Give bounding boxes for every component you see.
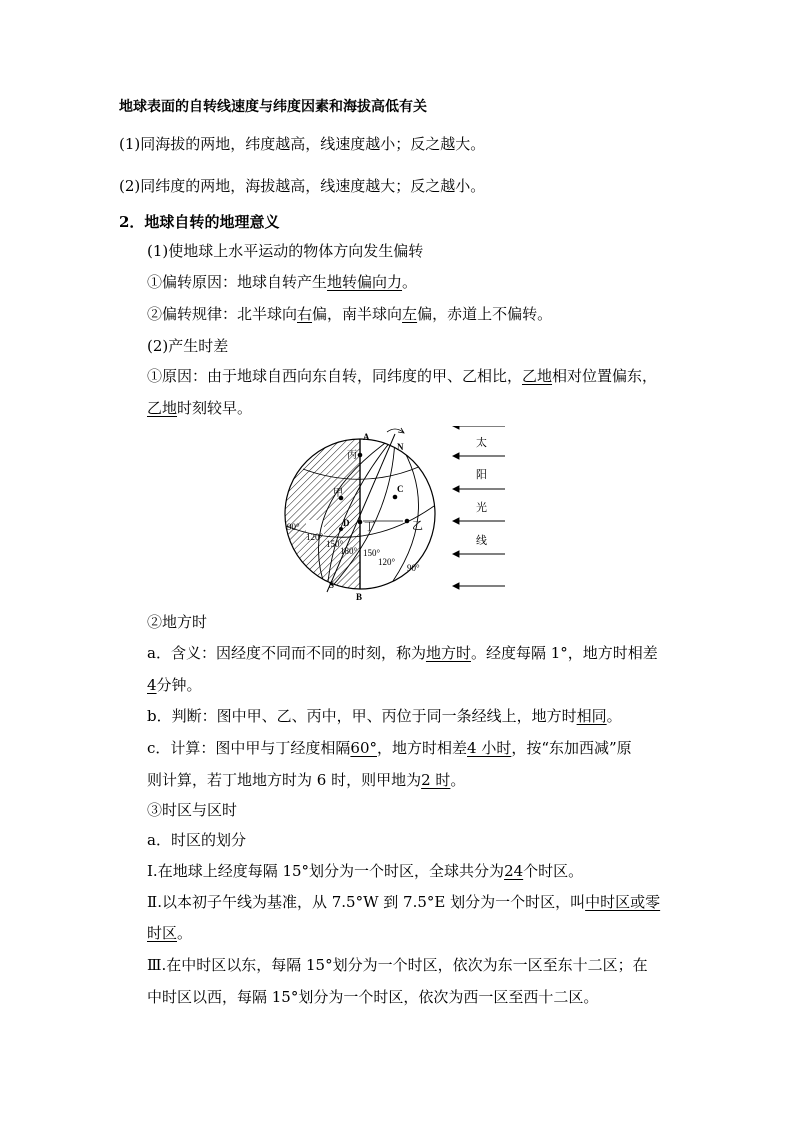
sunlight-char-3: 光 [476, 502, 487, 514]
label-bing: 丙 [347, 450, 357, 461]
local-time-judgement [147, 706, 622, 726]
tz-ii-answer-2: 时区 [147, 924, 178, 942]
tz-i-text-a: Ⅰ.在地球上经度每隔 15°划分为一个时区，全球共分为 [147, 862, 505, 880]
subsection-2-title: (2)产生时差 [147, 337, 229, 355]
timezone-division-title: a．时区的划分 [147, 831, 246, 849]
sunlight-char-2: 阳 [476, 469, 487, 481]
deflection-cause-text: ①偏转原因：地球自转产生 [147, 273, 328, 291]
earth-rotation-diagram [283, 426, 515, 602]
time-diff-reason-1 [147, 366, 657, 386]
section-heading: 地球表面的自转线速度与纬度因素和海拔高低有关 [119, 99, 427, 115]
timezone-rule-2a [147, 892, 660, 912]
calc-text-e: 。 [450, 771, 466, 789]
judge-answer: 相同 [576, 707, 607, 725]
reason-text-b: 相对位置偏东， [552, 367, 658, 385]
time-diff-reason-2 [147, 398, 252, 418]
tz-ii-text-b: 。 [177, 924, 193, 942]
calc-answer-1: 60° [350, 739, 377, 757]
calc-text-b: ，地方时相差 [377, 739, 468, 757]
tz-ii-answer-1: 中时区或零 [585, 893, 661, 911]
deg-left-120: 120° [306, 532, 324, 542]
deflection-rule-text-a: ②偏转规律：北半球向 [147, 305, 298, 323]
reason-answer-2: 乙地 [147, 399, 178, 417]
calc-answer-3: 2 时 [421, 771, 451, 789]
local-time-definition-2 [147, 675, 202, 695]
deflection-rule-answer-south: 左 [402, 305, 418, 323]
label-D: D [343, 518, 350, 528]
label-S: S [329, 580, 335, 590]
reason-text-c: 时刻较早。 [177, 399, 253, 417]
def-text-a: a．含义：因经度不同而不同的时刻，称为 [147, 644, 426, 662]
deflection-cause-answer: 地转偏向力 [327, 273, 403, 291]
deg-left-180: 180° [340, 546, 358, 556]
deg-left-150: 150° [326, 539, 344, 549]
section-2-title-text: 2．地球自转的地理意义 [119, 213, 280, 231]
section-2-title [119, 212, 279, 232]
rotation-arrow [387, 429, 403, 432]
timezone-rule-3a: Ⅲ.在中时区以东，每隔 15°划分为一个时区，依次为东一区至东十二区；在 [147, 956, 648, 974]
point-2: (2)同纬度的两地，海拔越高，线速度越大；反之越小。 [119, 177, 486, 195]
point-1: (1)同海拔的两地，纬度越高，线速度越小；反之越大。 [119, 135, 486, 153]
def-text-b: 。经度每隔 1°，地方时相差 [470, 644, 658, 662]
deflection-rule-text-b: 偏，南半球向 [312, 305, 403, 323]
def-text-c: 分钟。 [156, 676, 202, 694]
deg-left-90: 90° [287, 522, 300, 532]
deg-right-90: 90° [407, 563, 420, 573]
deflection-rule-answer-north: 右 [297, 305, 313, 323]
subsection-1-title: (1)使地球上水平运动的物体方向发生偏转 [147, 242, 424, 260]
judge-text-b: 。 [606, 707, 622, 725]
deg-right-150: 150° [363, 548, 381, 558]
calc-text-a: c．计算：图中甲与丁经度相隔 [147, 739, 351, 757]
deg-right-120: 120° [378, 557, 396, 567]
judge-text-a: b．判断：图中甲、乙、丙中，甲、丙位于同一条经线上，地方时 [147, 707, 577, 725]
def-answer-1: 地方时 [425, 644, 471, 662]
calc-answer-2: 4 小时 [467, 739, 512, 757]
timezone-rule-3b: 中时区以西，每隔 15°划分为一个时区，依次为西一区至西十二区。 [147, 988, 599, 1006]
local-time-calc-2 [147, 770, 465, 790]
tz-ii-text-a: Ⅱ.以本初子午线为基准，从 7.5°W 到 7.5°E 划分为一个时区，叫 [147, 893, 586, 911]
meridian-4 [393, 436, 419, 581]
deflection-rule [147, 304, 552, 324]
label-A: A [363, 432, 370, 442]
local-time-calc-1 [147, 738, 632, 758]
label-jia: 甲 [333, 488, 343, 499]
tz-i-text-b: 个时区。 [523, 862, 584, 880]
def-answer-2: 4 [147, 676, 157, 694]
deflection-cause [147, 272, 417, 292]
deflection-cause-end: 。 [402, 273, 418, 291]
reason-answer-1: 乙地 [522, 367, 553, 385]
timezone-title: ③时区与区时 [147, 801, 238, 819]
label-ding: 丁 [364, 521, 375, 533]
label-C: C [397, 484, 404, 494]
sunlight-char-4: 线 [476, 535, 487, 547]
label-yi: 乙 [412, 520, 423, 532]
label-N: N [397, 442, 404, 452]
timezone-rule-2b [147, 923, 192, 943]
label-B: B [356, 592, 363, 602]
calc-text-c: ，按“东加西减”原 [511, 739, 632, 757]
sunlight-char-1: 太 [476, 437, 487, 449]
calc-text-d: 则计算，若丁地地方时为 6 时，则甲地为 [147, 771, 422, 789]
tz-i-answer: 24 [504, 862, 524, 880]
timezone-rule-1 [147, 861, 583, 881]
deflection-rule-text-c: 偏，赤道上不偏转。 [417, 305, 553, 323]
local-time-title: ②地方时 [147, 613, 208, 631]
local-time-definition-1 [147, 643, 658, 663]
reason-text-a: ①原因：由于地球自西向东自转，同纬度的甲、乙相比， [147, 367, 523, 385]
